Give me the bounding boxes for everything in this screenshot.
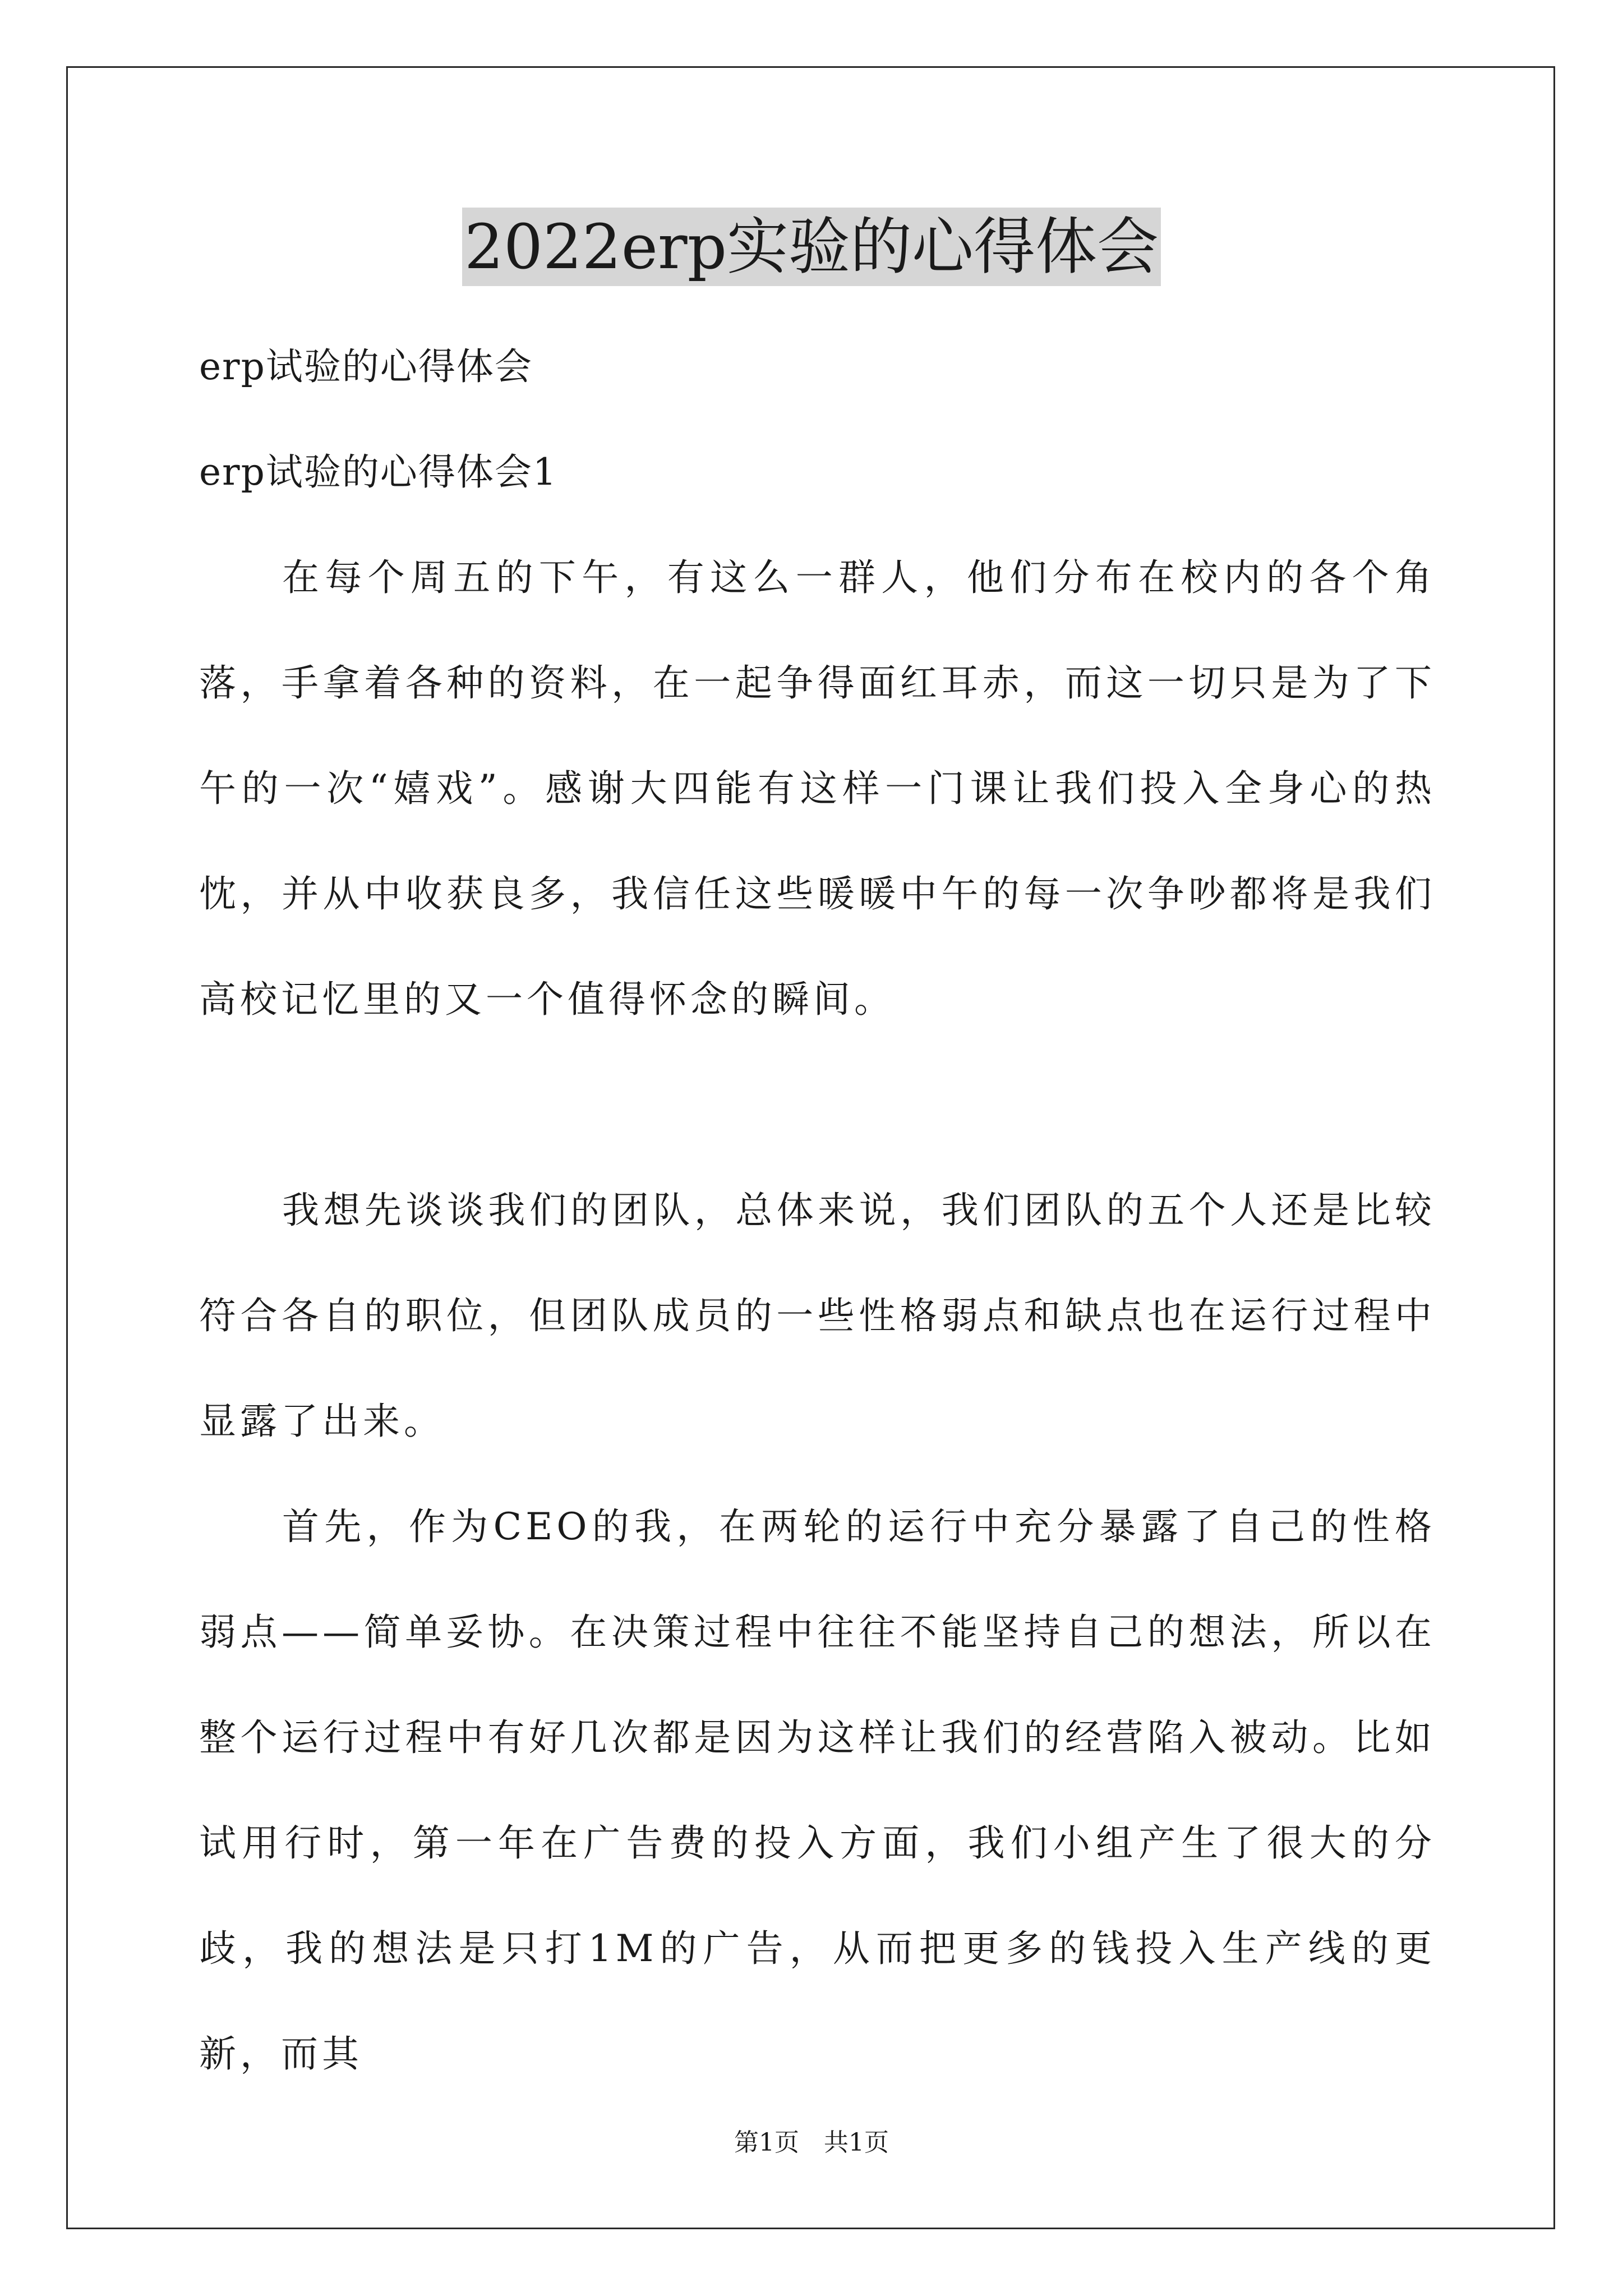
paragraph-spacer — [199, 1052, 1436, 1158]
paragraph-3: 首先，作为CEO的我，在两轮的运行中充分暴露了自己的性格弱点——简单妥协。在决策过程中往往不能坚持自己的想法，所以在整个运行过程中有好几次都是因为这样让我们的经营陷入被动。比如试用行时，第一年在广告费的投入方面，我们小组产生了很大的分歧，我的想法是只打1M的广告，从而把更多的钱投入生产线的更新，而其 — [199, 1505, 1436, 2076]
page-footer: 第1页 共1页 — [734, 2128, 889, 2157]
document-body — [199, 314, 1436, 2107]
title-container — [0, 208, 1623, 286]
document-title: 2022erp实验的心得体会 — [462, 208, 1161, 286]
paragraph-2: 我想先谈谈我们的团队，总体来说，我们团队的五个人还是比较符合各自的职位，但团队成员的一些性格弱点和缺点也在运行过程中显露了出来。 — [199, 1189, 1436, 1443]
paragraph-1: 在每个周五的下午，有这么一群人，他们分布在校内的各个角落，手拿着各种的资料，在一起争得面红耳赤，而这一切只是为了下午的一次“嬉戏”。感谢大四能有这样一门课让我们投入全身心的热忱，并从中收获良多，我信任这些暖暖中午的每一次争吵都将是我们高校记忆里的又一个值得怀念的瞬间。 — [199, 556, 1436, 1021]
document-subtitle: erp试验的心得体会 — [199, 345, 533, 388]
section-heading: erp试验的心得体会1 — [199, 450, 557, 494]
